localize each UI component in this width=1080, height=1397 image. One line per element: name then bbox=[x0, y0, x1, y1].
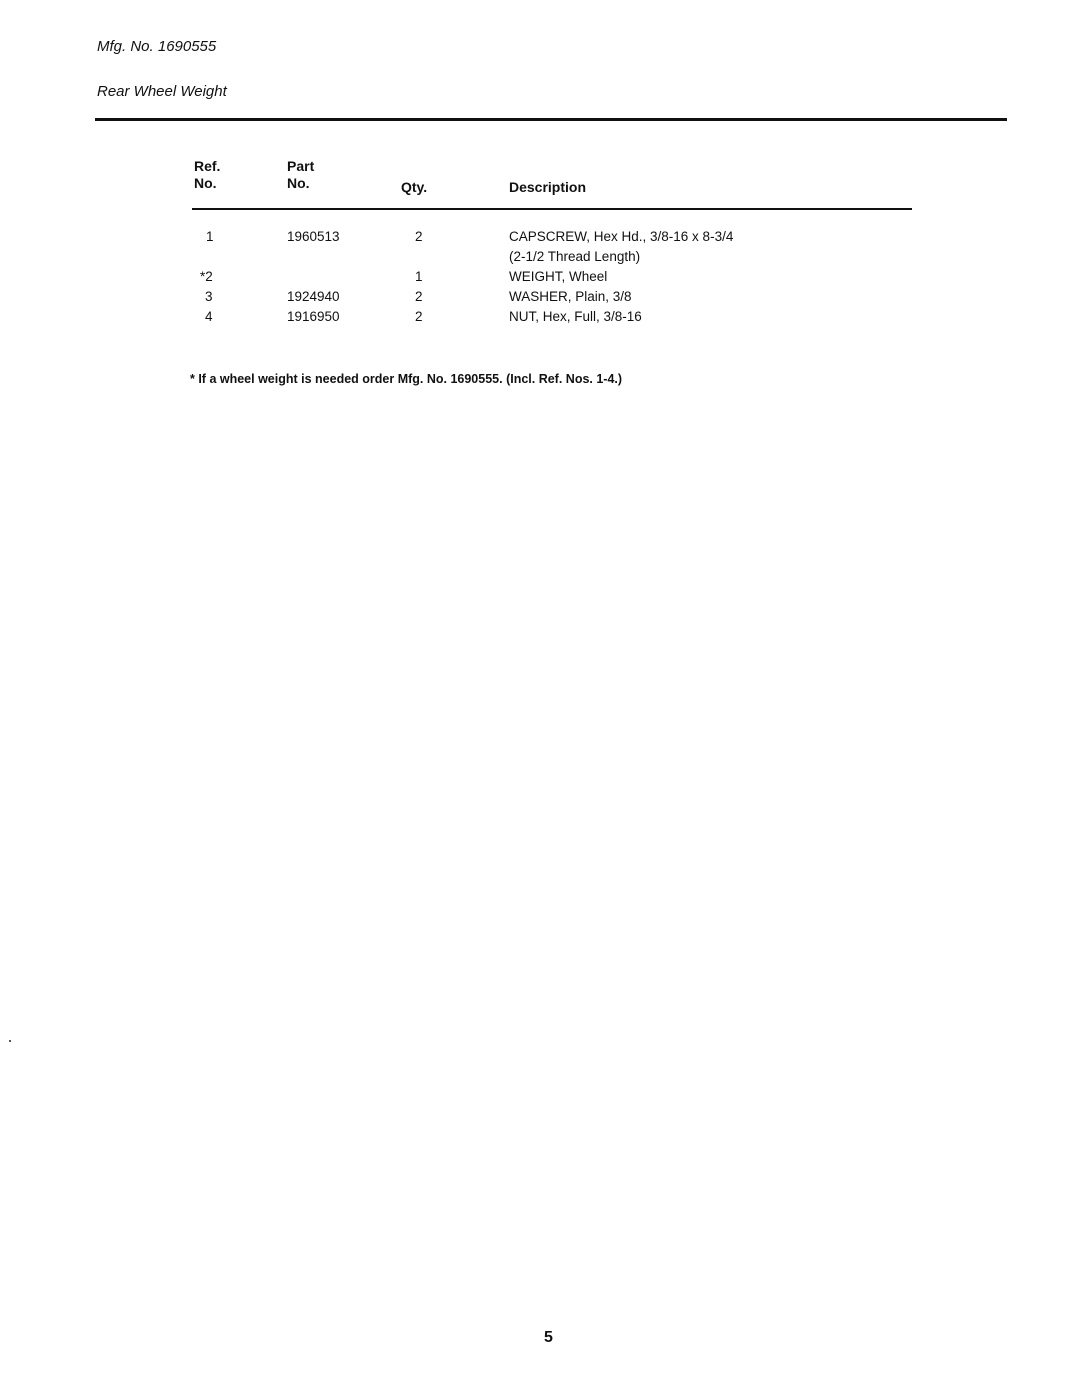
row-ref: 4 bbox=[205, 309, 213, 324]
scan-speck bbox=[9, 1040, 11, 1042]
row-qty: 2 bbox=[415, 309, 423, 324]
row-part-number: 1924940 bbox=[287, 289, 340, 304]
col-header-part-line2: No. bbox=[287, 175, 310, 191]
mfg-number: Mfg. No. 1690555 bbox=[97, 38, 217, 55]
section-title: Rear Wheel Weight bbox=[97, 83, 227, 100]
order-footnote: * If a wheel weight is needed order Mfg. No. 1690555. (Incl. Ref. Nos. 1-4.) bbox=[190, 372, 623, 386]
col-header-qty: Qty. bbox=[401, 179, 428, 195]
col-header-ref-line2: No. bbox=[194, 175, 217, 191]
row-ref: *2 bbox=[200, 269, 213, 284]
row-description: WEIGHT, Wheel bbox=[509, 269, 608, 284]
col-header-part-line1: Part bbox=[287, 158, 315, 174]
table-header-rule bbox=[192, 208, 912, 210]
row-description-continued: (2-1/2 Thread Length) bbox=[509, 249, 641, 264]
row-part-number: 1960513 bbox=[287, 229, 340, 244]
row-qty: 2 bbox=[415, 229, 423, 244]
col-header-ref bbox=[194, 158, 220, 192]
header-rule bbox=[95, 118, 1007, 121]
col-header-description: Description bbox=[509, 179, 587, 195]
row-ref: 1 bbox=[206, 229, 214, 244]
page-number: 5 bbox=[544, 1329, 553, 1346]
row-qty: 2 bbox=[415, 289, 423, 304]
row-description: CAPSCREW, Hex Hd., 3/8-16 x 8-3/4 bbox=[509, 229, 734, 244]
row-description: WASHER, Plain, 3/8 bbox=[509, 289, 632, 304]
row-qty: 1 bbox=[415, 269, 423, 284]
row-part-number: 1916950 bbox=[287, 309, 340, 324]
row-description: NUT, Hex, Full, 3/8-16 bbox=[509, 309, 642, 324]
col-header-ref-line1: Ref. bbox=[194, 158, 221, 174]
row-ref: 3 bbox=[205, 289, 213, 304]
col-header-part bbox=[287, 158, 314, 192]
